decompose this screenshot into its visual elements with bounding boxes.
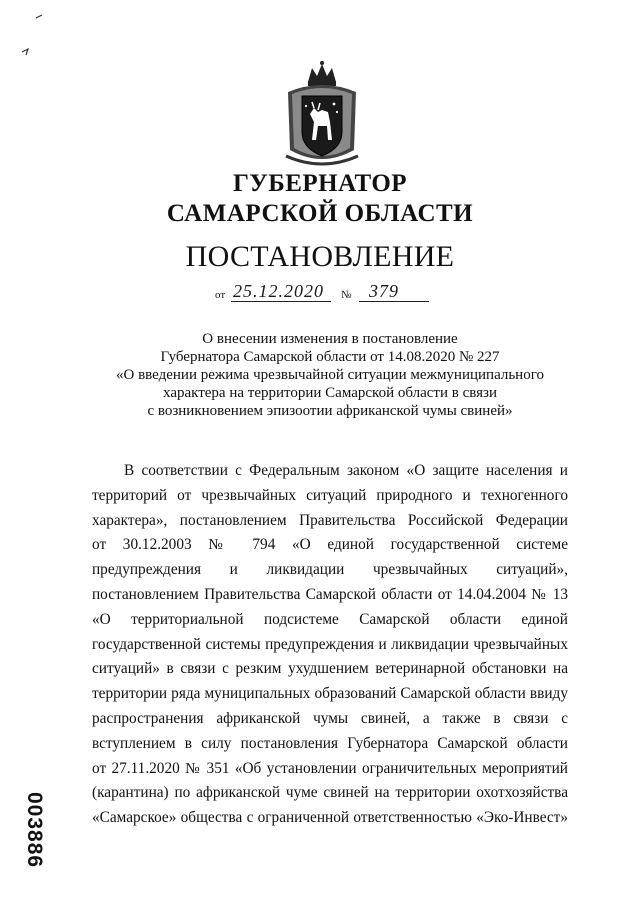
coat-of-arms-icon	[282, 60, 362, 170]
date-label: от	[215, 289, 226, 301]
body-line: предупреждения и ликвидации чрезвычайных ситуаций»,	[92, 561, 568, 579]
number-label: №	[341, 289, 352, 301]
subject-line: характера на территории Самарской области в связи	[163, 385, 497, 401]
body-text	[92, 459, 568, 831]
body-line: «О территориальной подсистеме Самарской области единой	[92, 610, 568, 628]
body-line: постановлением Правительства Самарской области от 14.04.2004 № 13	[92, 585, 568, 603]
body-line: характера», постановлением Правительства Российской Федерации	[92, 511, 568, 529]
subject-line: О внесении изменения в постановление	[202, 331, 458, 347]
body-line: территории ряда муниципальных образований Самарской области ввиду	[92, 685, 568, 703]
date-value: 25.12.2020	[233, 281, 324, 301]
body-line: В соответствии с Федеральным законом «О защите населения и	[124, 462, 568, 479]
subject-line: Губернатора Самарской области от 14.08.2020 № 227	[160, 349, 500, 365]
number-value: 379	[369, 281, 399, 301]
subject-line: с возникновением эпизоотии африканской чумы свиней»	[147, 403, 513, 419]
body-line: от 30.12.2003 № 794 «О единой государственной системе	[92, 536, 568, 554]
body-line: (карантина) по африканской чуме свиней на территории охотхозяйства	[92, 784, 568, 802]
date-number-line	[215, 281, 445, 303]
document-type: ПОСТАНОВЛЕНИЕ	[185, 240, 455, 273]
body-line: «Самарское» общества с ограниченной ответственностью «Эко-Инвест»	[92, 809, 568, 827]
issuer-region: САМАРСКОЙ ОБЛАСТИ	[166, 200, 474, 227]
body-line: от 27.11.2020 № 351 «Об установлении ограничительных мероприятий	[92, 759, 568, 777]
body-line: территорий от чрезвычайных ситуаций природного и техногенного	[92, 486, 568, 504]
subject-line: «О введении режима чрезвычайной ситуации межмуниципального	[116, 367, 544, 383]
body-line: распространения африканской чумы свиней, а также в связи с	[92, 709, 568, 727]
body-line: вступлением в силу постановления Губернатора Самарской области	[92, 734, 568, 752]
body-line: государственной системы предупреждения и ликвидации чрезвычайных	[92, 635, 568, 653]
subject-block	[100, 330, 560, 420]
margin-pen-marks	[8, 12, 48, 62]
serial-number: 003886	[23, 792, 46, 869]
issuer-title: ГУБЕРНАТОР	[232, 170, 408, 197]
body-line: ситуаций» в связи с резким ухудшением ветеринарной обстановки на	[92, 660, 568, 678]
